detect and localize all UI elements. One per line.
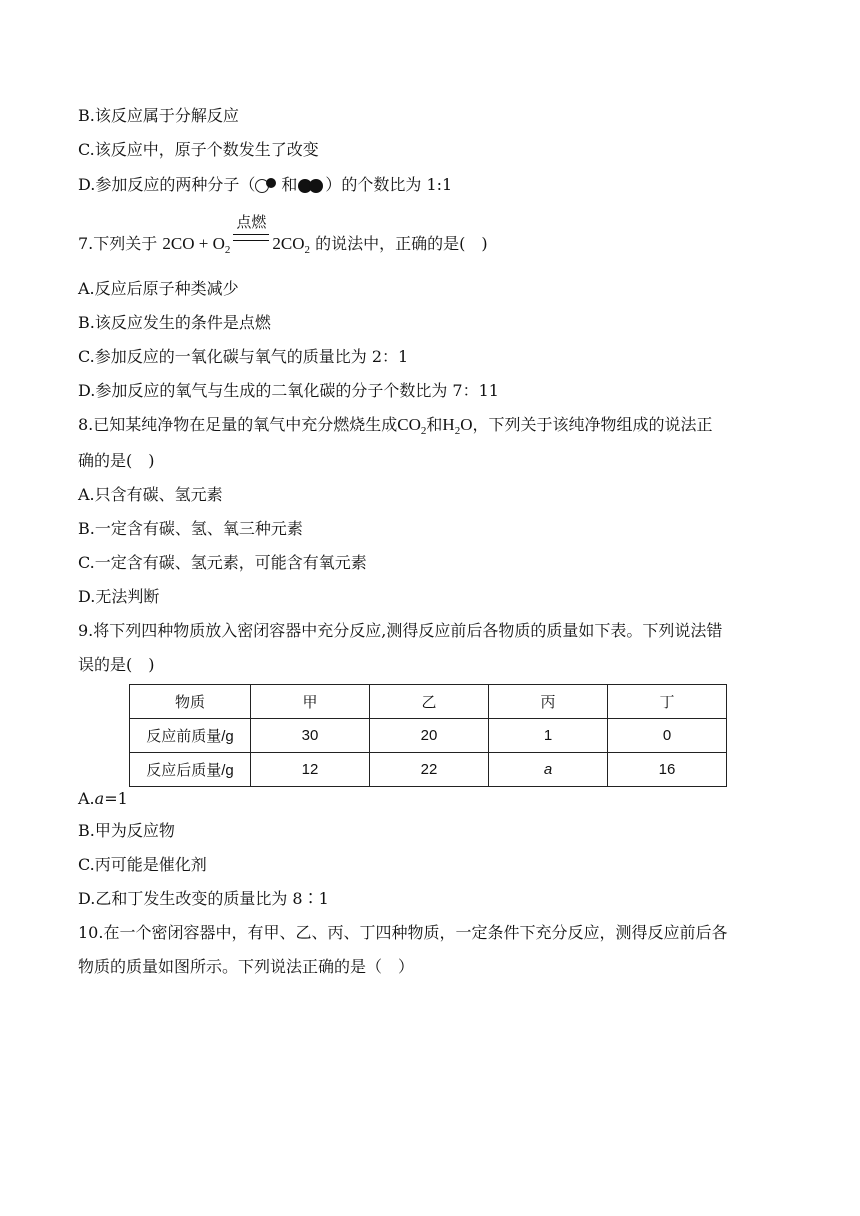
q6-option-d xyxy=(78,175,452,195)
q9-option-a xyxy=(78,789,128,809)
table-row xyxy=(130,719,727,753)
table-cell: a xyxy=(489,753,608,787)
h2o-h: H xyxy=(442,415,455,434)
o2-subscript: 2 xyxy=(224,244,231,256)
o2-molecule-icon xyxy=(297,178,325,194)
q8-stem-line2: 确的是( ) xyxy=(78,451,155,470)
q7-equation xyxy=(162,215,310,256)
equation-product: 2CO xyxy=(272,234,305,253)
q7-stem-suffix: 的说法中，正确的是( ) xyxy=(315,234,488,253)
table-cell: 0 xyxy=(608,719,727,753)
q7-option-d: D.参加反应的氧气与生成的二氧化碳的分子个数比为 7：11 xyxy=(78,381,499,400)
q8-stem-prefix: 8.已知某纯净物在足量的氧气中充分燃烧生成 xyxy=(78,415,398,434)
q7-option-c: C.参加反应的一氧化碳与氧气的质量比为 2：1 xyxy=(78,347,409,366)
q7-option-a: A.反应后原子种类减少 xyxy=(78,279,239,298)
q7-option-b: B.该反应发生的条件是点燃 xyxy=(78,313,271,332)
q9-option-a-prefix: A. xyxy=(78,789,95,808)
co2-text: CO xyxy=(397,415,421,434)
q10-stem-line1: 10.在一个密闭容器中，有甲、乙、丙、丁四种物质，一定条件下充分反应，测得反应前后各 xyxy=(78,923,728,942)
h2o-sub: 2 xyxy=(454,425,461,437)
co2-sub: 2 xyxy=(420,425,427,437)
mass-table xyxy=(129,684,727,787)
table-cell: 1 xyxy=(489,719,608,753)
co2-formula xyxy=(397,415,427,437)
q9-stem-line2: 误的是( ) xyxy=(78,655,155,674)
h2o-formula xyxy=(442,415,473,437)
equation-reactants: 2CO + O xyxy=(162,234,225,253)
co2-subscript: 2 xyxy=(304,244,310,256)
q6-option-d-suffix: ）的个数比为 1:1 xyxy=(325,175,453,194)
q7-stem-prefix: 7.下列关于 xyxy=(78,234,158,253)
table-cell: 反应后质量/g xyxy=(130,753,251,787)
q6-option-d-prefix: D.参加反应的两种分子（ xyxy=(78,175,256,194)
table-cell: 20 xyxy=(370,719,489,753)
q8-stem-line1 xyxy=(78,415,713,435)
q6-option-d-and: 和 xyxy=(281,175,298,194)
q7-stem xyxy=(78,215,488,256)
table-cell: 反应前质量/g xyxy=(130,719,251,753)
q8-option-a: A.只含有碳、氢元素 xyxy=(78,485,223,504)
table-header-cell: 物质 xyxy=(130,685,251,719)
q8-option-c: C.一定含有碳、氢元素，可能含有氧元素 xyxy=(78,553,367,572)
table-header-row xyxy=(130,685,727,719)
table-row xyxy=(130,753,727,787)
table-cell: 22 xyxy=(370,753,489,787)
table-cell: 16 xyxy=(608,753,727,787)
table-cell: 12 xyxy=(251,753,370,787)
q8-option-d: D.无法判断 xyxy=(78,587,160,606)
q10-stem-line2: 物质的质量如图所示。下列说法正确的是（ ） xyxy=(78,957,415,976)
q9-option-b: B.甲为反应物 xyxy=(78,821,175,840)
q9-option-c: C.丙可能是催化剂 xyxy=(78,855,207,874)
table-header-cell: 乙 xyxy=(370,685,489,719)
table-header-cell: 丙 xyxy=(489,685,608,719)
table-header-cell: 甲 xyxy=(251,685,370,719)
q9-option-d: D.乙和丁发生改变的质量比为 8∶1 xyxy=(78,889,329,908)
q8-and: 和 xyxy=(426,415,443,434)
q6-option-b: B.该反应属于分解反应 xyxy=(78,106,239,125)
reaction-arrow xyxy=(230,215,272,249)
q9-stem-line1: 9.将下列四种物质放入密闭容器中充分反应,测得反应前后各物质的质量如下表。下列说法错 xyxy=(78,621,723,640)
q8-stem-suffix: ，下列关于该纯净物组成的说法正 xyxy=(472,415,713,434)
q8-option-b: B.一定含有碳、氢、氧三种元素 xyxy=(78,519,303,538)
q6-option-c: C.该反应中，原子个数发生了改变 xyxy=(78,140,319,159)
q9-option-a-suffix: =1 xyxy=(104,789,128,808)
co-molecule-icon xyxy=(255,178,281,194)
h2o-o: O xyxy=(460,415,473,434)
reaction-condition: 点燃 xyxy=(236,215,267,231)
table-header-cell: 丁 xyxy=(608,685,727,719)
q9-option-a-var: a xyxy=(94,789,105,808)
table-cell: 30 xyxy=(251,719,370,753)
